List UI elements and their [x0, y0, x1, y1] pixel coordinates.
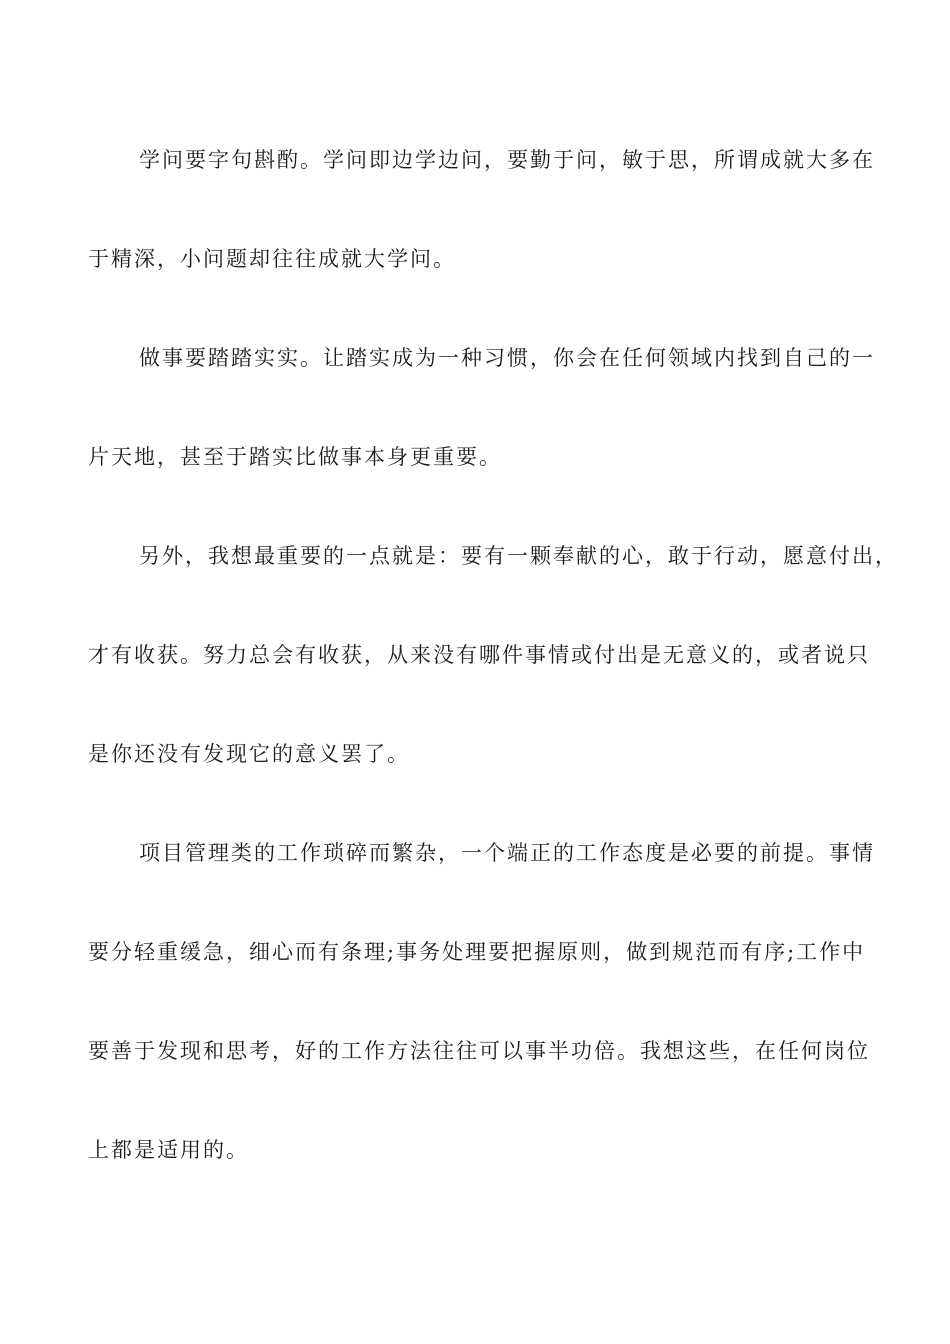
text-line: 才有收获。努力总会有收获，从来没有哪件事情或付出是无意义的，或者说只 — [88, 643, 870, 667]
text-line: 学问要字句斟酌。学问即边学边问，要勤于问，敏于思，所谓成就大多在 — [139, 148, 875, 172]
text-line: 另外，我想最重要的一点就是：要有一颗奉献的心，敢于行动，愿意付出， — [139, 544, 898, 568]
text-line: 要分轻重缓急，细心而有条理;事务处理要把握原则，做到规范而有序;工作中 — [88, 940, 866, 964]
text-line: 于精深，小问题却往往成就大学问。 — [88, 247, 456, 271]
text-line: 片天地，甚至于踏实比做事本身更重要。 — [88, 445, 502, 469]
text-line: 是你还没有发现它的意义罢了。 — [88, 742, 410, 766]
paragraph-4 — [88, 841, 878, 1162]
text-line: 项目管理类的工作琐碎而繁杂，一个端正的工作态度是必要的前提。事情 — [139, 841, 875, 865]
text-line: 要善于发现和思考，好的工作方法往往可以事半功倍。我想这些，在任何岗位 — [88, 1039, 870, 1063]
paragraph-2 — [88, 346, 878, 469]
paragraph-1 — [88, 148, 878, 271]
text-line: 做事要踏踏实实。让踏实成为一种习惯，你会在任何领域内找到自己的一 — [139, 346, 875, 370]
paragraph-3 — [88, 544, 898, 766]
text-line: 上都是适用的。 — [88, 1138, 249, 1162]
document-body — [88, 148, 898, 1237]
